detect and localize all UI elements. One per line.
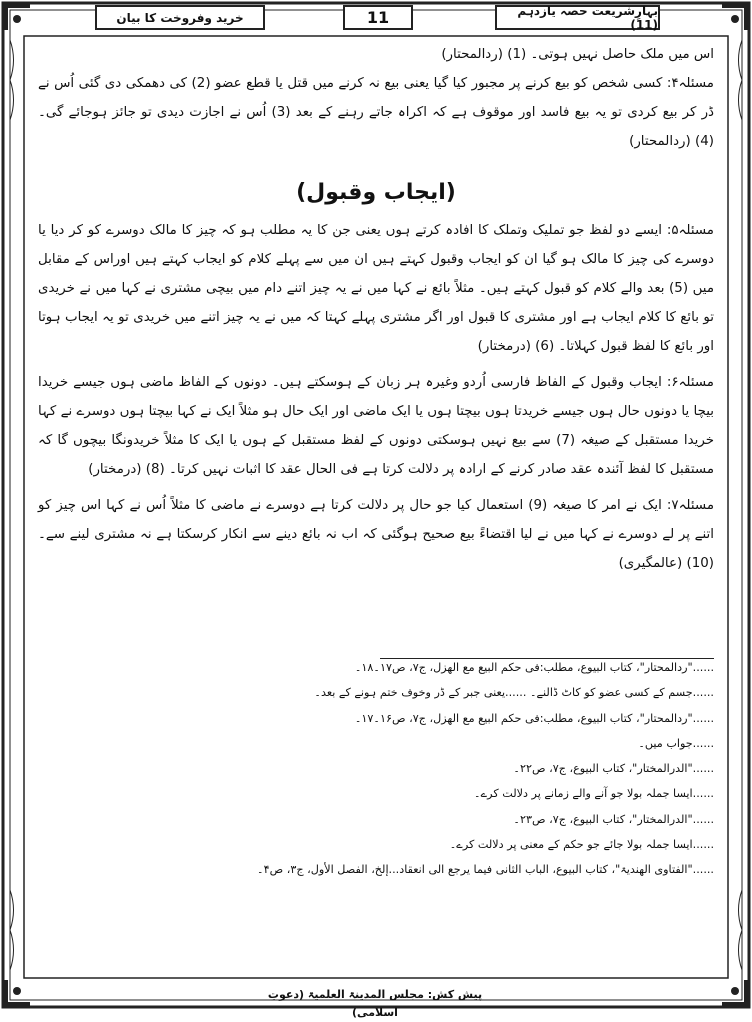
section-heading-text: (ایجاب وقبول) — [296, 180, 456, 205]
footnotes — [100, 655, 714, 883]
footnote-item: ......جسم کے کسی عضو کو کاٹ ڈالنے۔ ......یعنی جبر کے ڈر وخوف ختم ہونے کے بعد۔ — [314, 686, 714, 700]
footnote-item: ......ایسا جملہ بولا جو آنے والے زمانے پر دلالت کرے۔ — [474, 787, 714, 801]
footnote-item: ......ایسا جملہ بولا جائے جو حکم کے معنی پر دلالت کرے۔ — [449, 838, 714, 852]
page-number: 11 — [343, 5, 413, 30]
footnote-item: ......"الدرالمختار"، کتاب البیوع، ج۷، ص۲۳۔ — [513, 812, 714, 826]
footnote-item: ......"الفتاوی الھندیۃ"، کتاب البیوع، الباب الثانی فیما یرجع الی انعقاد...إلخ، الفصل الأول، ج۳، ص۴۔ — [257, 863, 714, 877]
footnote-item: ......جواب میں۔ — [638, 736, 714, 750]
section-heading — [38, 178, 714, 210]
paragraph-continuation: اس میں ملک حاصل نہیں ہوتی۔ (1) (ردالمحتار) — [441, 47, 714, 62]
running-header-book-title: بہارِشریعت حصہ یازدہم (11) — [495, 5, 660, 30]
masla-6-paragraph: مسئلہ۶: ایجاب وقبول کے الفاظ فارسی اُردو وغیرہ ہر زبان کے ہوسکتے ہیں۔ دونوں کے الفاظ ماضی ہوں جیسے خریدا بیچا یا دونوں حال ہوں جیسے خریدتا ہوں بیچتا ہوں یا ایک ماضی اور ایک حال ہو مثلاً ایک نے کہا بیچتا ہوں دوسرے نے کہا خریدا مستقبل کے صیغہ (7) سے بیع نہیں ہوسکتی دونوں کے لفظ مستقبل کے ہوں یا ایک کا مثلاً خریدونگا بیچوں گا کہ مستقبل کا لفظ آئندہ عقد صادر کرنے کے ارادہ پر دلالت کرتا ہے فی الحال عقد کا اثبات نہیں کرتا۔ (8) (درمختار) — [38, 375, 714, 477]
masla-7-paragraph: مسئلہ۷: ایک نے امر کا صیغہ (9) استعمال کیا جو حال پر دلالت کرتا ہے دوسرے نے ماضی کا مثلاً اُس نے کہا اس چیز کو اتنے پر لے دوسرے نے کہا میں نے لیا اقتضاءً بیع صحیح ہوگئی کہ اب نہ بائع دینے سے انکار کرسکتا ہے نہ مشتری لینے سے۔ (10) (عالمگیری) — [38, 498, 715, 571]
footnote-item: ......"الدرالمختار"، کتاب البیوع، ج۷، ص۲۲۔ — [513, 762, 714, 776]
masla-5-paragraph: مسئلہ۵: ایسے دو لفظ جو تملیک وتملک کا افادہ کرتے ہوں یعنی جن کا یہ مطلب ہو کہ چیز کا مالک دوسرے کو کر دیا یا دوسرے کی چیز کا مالک ہو گیا ان کو ایجاب وقبول کہتے ہیں ان میں سے پہلے کلام کو ایجاب کہتے ہیں اوراس کے مقابل میں (5) بعد والے کلام کو قبول کہتے ہیں۔ مثلاً بائع نے کہا میں نے یہ چیز اتنے دام میں بیچی مشتری نے کہا میں نے خریدی تو بائع کا کلام ایجاب ہے اور مشتری کا قبول اور اگر مشتری پہلے کہتا کہ میں نے یہ چیز اتنے میں خریدی تو یہ ایجاب ہوتا اور بائع کا لفظ قبول کہلاتا۔ (6) (درمختار) — [38, 223, 715, 354]
masla-4-paragraph: مسئلہ۴: کسی شخص کو بیع کرنے پر مجبور کیا گیا یعنی بیع نہ کرنے میں قتل یا قطع عضو (2) کی دھمکی دی گئی اُس نے ڈر کر بیع کردی تو یہ بیع فاسد اور موقوف ہے کہ اکراہ جاتے رہنے کے بعد (3) اُس نے اجازت دیدی تو جائز ہوجائے گی۔ (4) (ردالمحتار) — [38, 76, 714, 149]
running-header-chapter-title: خرید وفروخت کا بیان — [95, 5, 265, 30]
publisher-footer: پیش کش: مجلس المدینۃ العلمیۃ (دعوتِ اسلامی) — [267, 988, 483, 1019]
footnote-item: ......"ردالمحتار"، کتاب البیوع، مطلب:فی حکم البیع مع الھزل، ج۷، ص۱۷۔۱۸۔ — [354, 661, 714, 674]
footnote-item: ......"ردالمحتار"، کتاب البیوع، مطلب:فی حکم البیع مع الھزل، ج۷، ص۱۶۔۱۷۔ — [354, 711, 714, 725]
